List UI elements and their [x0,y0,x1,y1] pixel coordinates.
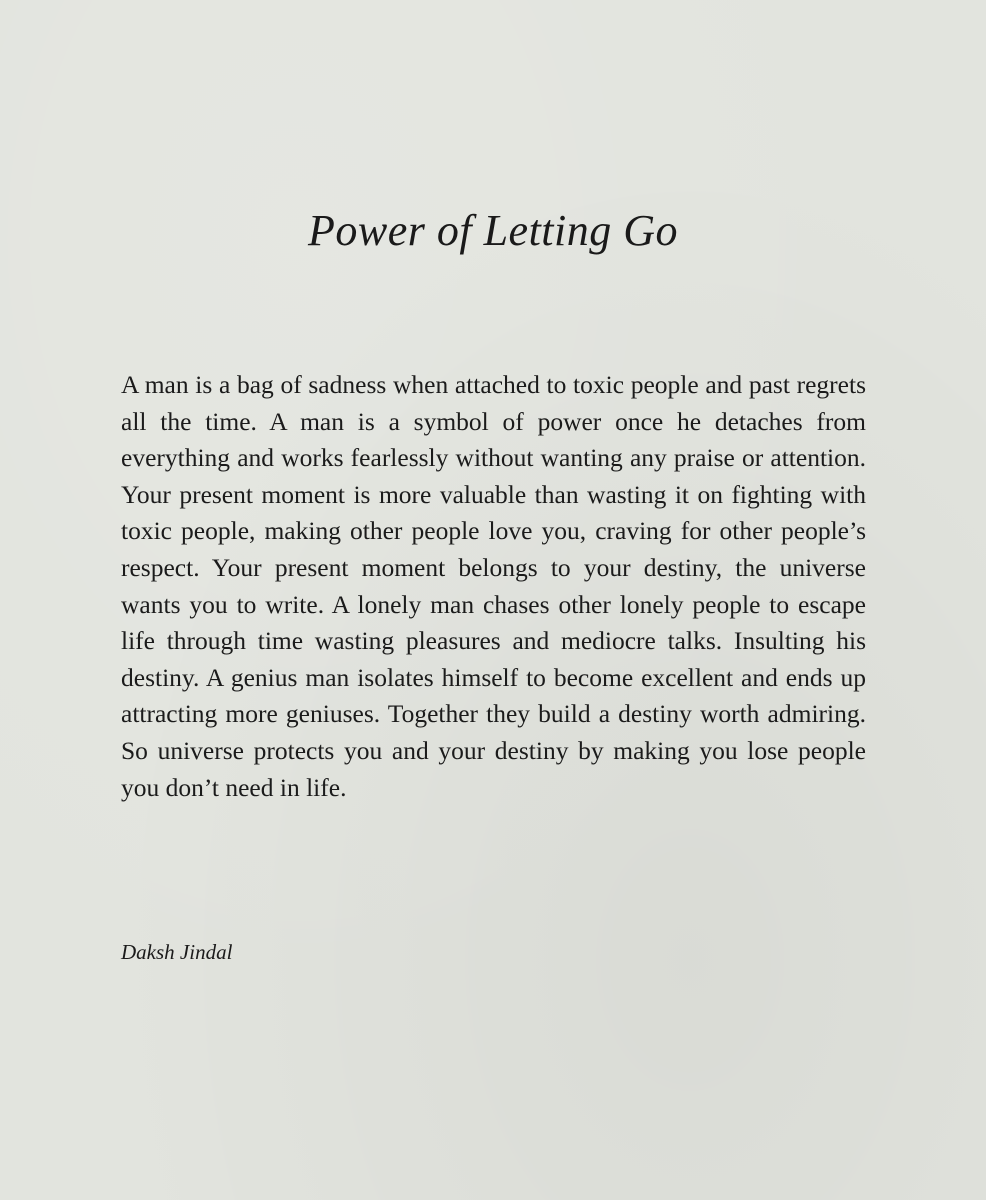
author-name: Daksh Jindal [121,940,233,964]
body-paragraph: A man is a bag of sadness when attached to toxic people and past regrets all the time. A man is a symbol of power once he detaches from everything and works fearlessly without wanting any praise or attention. Your present moment is more valuable than wasting it on fighting with toxic people, making other people love you, craving for other people’s respect. Your present moment belongs to your destiny, the universe wants you to write. A lonely man chases other lonely people to escape life through time wasting pleasures and mediocre talks. Insulting his destiny. A genius man isolates himself to become excellent and ends up attracting more geniuses. Together they build a destiny worth admiring. So universe protects you and your destiny by making you lose people you don’t need in life. [121,370,866,802]
page-title: Power of Letting Go [307,206,679,255]
